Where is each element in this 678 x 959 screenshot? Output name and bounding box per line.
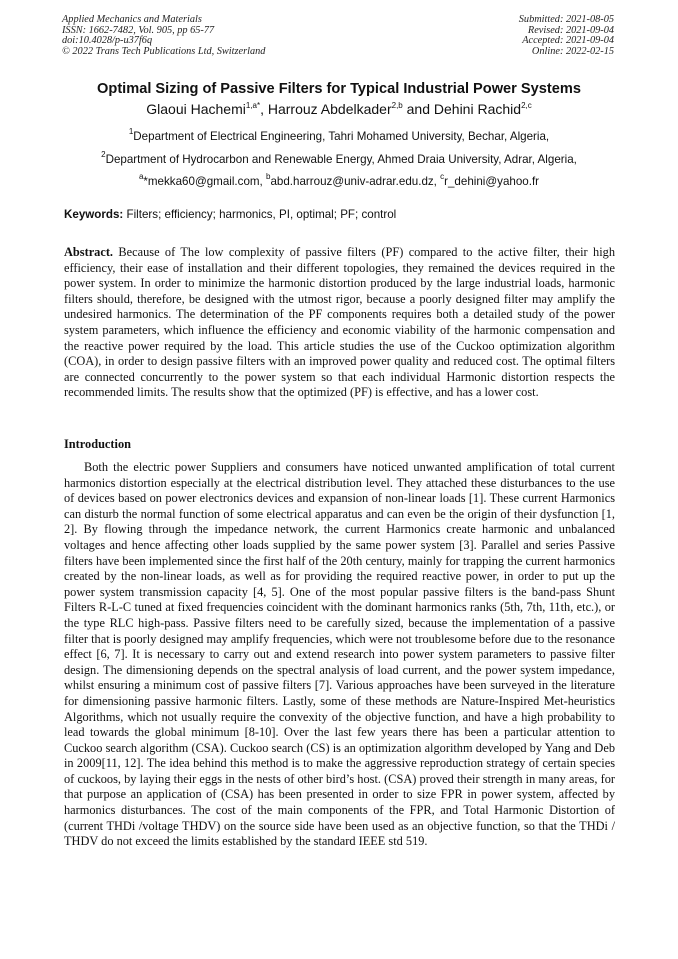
- email-marker: c: [440, 172, 445, 181]
- journal-name: Applied Mechanics and Materials: [62, 14, 202, 25]
- author-name: Glaoui Hachemi: [146, 101, 246, 117]
- affiliation: [0, 150, 678, 166]
- abstract-text: Because of The low complexity of passive filters (PF) compared to the active filter, their high efficiency, their ease of installation and their different topologies, they remained the devices required in the power system. In order to minimize the harmonic distortion produced by the large industrial loads, harmonic filters should, therefore, be designed with the utmost rigor, because a poorly designed filter may amplify the undesired harmonics. The determination of the PF components requires both a detailed study of the power system parameters, which influence the efficiency and economic viability of the harmonic compensation and the reactive power required by the load. This article studies the use of the Cuckoo optimization algorithm (COA), in order to design passive filters with an improved power quality and reduced cost. The optimal filters are connected concurrently to the power system so that each individual Harmonic distortion respects the recommended limits. The results show that the optimized (PF) is effective, and has a lower cost.: [64, 245, 615, 400]
- keywords-text: Filters; efficiency; harmonics, PI, optimal; PF; control: [123, 208, 397, 221]
- accepted-date: Accepted: 2021-09-04: [522, 35, 614, 47]
- author-name: Harrouz Abdelkader: [267, 101, 392, 117]
- email-address: abd.harrouz@univ-adrar.edu.dz,: [270, 175, 441, 188]
- affiliation-text: Department of Electrical Engineering, Tahri Mohamed University, Bechar, Algeria,: [133, 130, 550, 143]
- journal-doi: doi:10.4028/p-u37f6q: [62, 35, 153, 47]
- submitted-date: Submitted: 2021-08-05: [518, 14, 614, 25]
- online-date: Online: 2022-02-15: [531, 45, 614, 57]
- introduction-paragraph: Both the electric power Suppliers and consumers have noticed unwanted amplification of total current harmonics distortion especially at the electrical distribution level. They attached these disturbances to the use of devices based on power electronics devices and expansion of non-linear loads [1]. These current Harmonics can disturb the normal function of some electrical apparatus and can even be the origin of their dysfunction [1, 2]. By flowing through the impedance network, the current Harmonics create harmonic and unbalanced voltages and hence affecting other loads supplied by the same power system [3]. Parallel and series Passive filters have been implemented since the first half of the 20th century, mainly for trapping the current harmonics created by the non-linear loads, as well as for providing the required reactive power, in order to put up the power system transmission capacity [4, 5]. One of the most popular passive filters is the band-pass Shunt Filters R-L-C tuned at fixed frequencies coincident with the dominant harmonics ranks (5th, 7th, 11th, etc.), or the type RLC high-pass. Passive filters need to be carefully sized, because the implementation of a passive filter that is poorly designed may amplify frequencies, which were not troublesome before due to the resonance effect [6, 7]. It is necessary to carry out and extend research into power system parameters to passive filter design. The dimensioning depends on the spectral analysis of load current, and the power system impedance, whilst ensuring a minimum cost of passive filters [7]. Various approaches have been surveyed in the literature for dimensioning passive harmonic filters. Lastly, some of these methods are Nature-Inspired Met-heuristics Algorithms, which not usually require the convexity of the objective function, and have a high probability to lead towards the global minimum [8-10]. Over the last few years there has been a particular attention to Cuckoo search algorithm (CSA). Cuckoo search (CS) is an optimization algorithm developed by Yang and Deb in 2009[11, 12]. The idea behind this method is to make the aggressive reproduction strategy of certain species of cuckoos, by laying their eggs in the nests of other bird’s host. (CSA) proved their strength in many areas, for that purpose an application of (CSA) has been presented in order to size FPR in power system, affected by harmonics disturbances. The cost of the main components of the FPR, and Total Harmonic Distortion of (current THDi /voltage THDV) on the source side have been used as an objective function, so that the THDi / THDV do not exceed the limits established by the standard IEEE std 519.: [64, 460, 615, 849]
- journal-issn: ISSN: 1662-7482, Vol. 905, pp 65-77: [62, 24, 215, 36]
- email-address: *mekka60@gmail.com,: [143, 175, 266, 188]
- abstract-label: Abstract.: [64, 245, 114, 259]
- journal-info: [62, 15, 265, 57]
- submission-dates: [519, 15, 614, 57]
- keywords-label: Keywords:: [64, 208, 124, 221]
- author-affiliation-marker: 1,a*: [245, 101, 261, 110]
- journal-copyright: © 2022 Trans Tech Publications Ltd, Switzerland: [62, 45, 266, 57]
- affiliation-marker: 1: [128, 127, 134, 136]
- section-heading-introduction: Introduction: [64, 437, 131, 451]
- email-address: r_dehini@yahoo.fr: [444, 175, 540, 188]
- abstract: [64, 245, 615, 401]
- email-marker: a: [138, 172, 144, 181]
- affiliation: [0, 127, 678, 143]
- author-list: [0, 101, 678, 117]
- author-separator: and: [402, 101, 434, 117]
- author-affiliation-marker: 2,c: [521, 101, 532, 110]
- author-name: Dehini Rachid: [433, 101, 522, 117]
- revised-date: Revised: 2021-09-04: [527, 24, 614, 36]
- author-separator: ,: [260, 101, 268, 117]
- keywords: [64, 208, 616, 221]
- paper-title: Optimal Sizing of Passive Filters for Typical Industrial Power Systems: [97, 81, 581, 97]
- email-marker: b: [266, 172, 271, 181]
- affiliation-marker: 2: [101, 150, 106, 159]
- author-affiliation-marker: 2,b: [391, 101, 403, 110]
- author-emails: [0, 172, 678, 188]
- affiliation-text: Department of Hydrocarbon and Renewable Energy, Ahmed Draia University, Adrar, Algeria,: [105, 153, 577, 166]
